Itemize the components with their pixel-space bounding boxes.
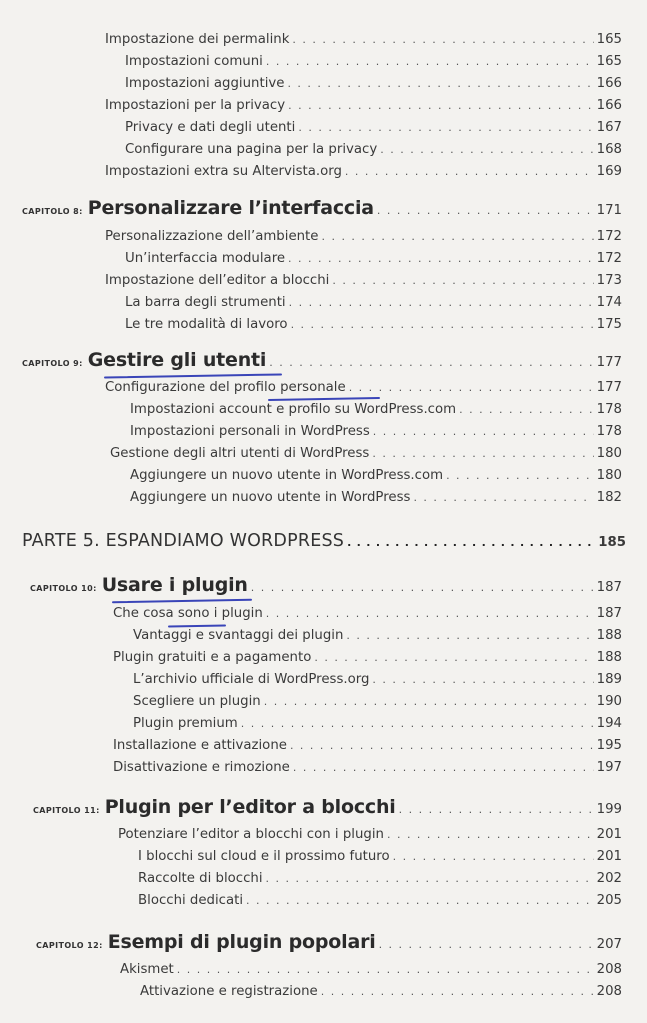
chapter-heading xyxy=(33,796,622,824)
toc-entry xyxy=(138,893,622,915)
toc-entry xyxy=(118,827,622,849)
entry-label: Impostazioni comuni xyxy=(125,54,263,69)
part-heading xyxy=(22,531,626,557)
part-title: PARTE 5. ESPANDIAMO WORDPRESS xyxy=(22,531,345,551)
toc-entry xyxy=(125,317,622,339)
chapter-page: 207 xyxy=(596,937,622,952)
entry-page: 194 xyxy=(596,716,622,731)
chapter-title: Personalizzare l’interfaccia xyxy=(87,197,374,219)
entry-page: 167 xyxy=(596,120,622,135)
entry-label: Impostazioni aggiuntive xyxy=(125,76,285,91)
entry-page: 189 xyxy=(596,672,622,687)
entry-page: 208 xyxy=(596,962,622,977)
dot-leader xyxy=(291,318,594,331)
entry-label: Privacy e dati degli utenti xyxy=(125,120,296,135)
entry-page: 208 xyxy=(596,984,622,999)
chapter-heading xyxy=(30,574,622,602)
toc-entry xyxy=(125,76,622,98)
entry-label: Plugin gratuiti e a pagamento xyxy=(113,650,312,665)
toc-entry xyxy=(133,716,622,738)
entry-page: 177 xyxy=(596,380,622,395)
toc-entry xyxy=(125,142,622,164)
dot-leader xyxy=(266,607,594,620)
toc-entry xyxy=(138,849,622,871)
dot-leader xyxy=(349,381,594,394)
entry-page: 172 xyxy=(596,251,622,266)
toc-entry xyxy=(125,120,622,142)
toc-entry xyxy=(130,402,622,424)
entry-page: 202 xyxy=(596,871,622,886)
toc-entry xyxy=(140,984,622,1006)
dot-leader xyxy=(314,651,593,664)
dot-leader xyxy=(289,296,594,309)
entry-page: 188 xyxy=(596,628,622,643)
entry-label: Installazione e attivazione xyxy=(113,738,287,753)
chapter-title: Gestire gli utenti xyxy=(87,349,267,371)
toc-entry xyxy=(138,871,622,893)
entry-label: Gestione degli altri utenti di WordPress xyxy=(110,446,370,461)
entry-label: Impostazioni personali in WordPress xyxy=(130,424,370,439)
toc-entry xyxy=(105,32,622,54)
toc-entry xyxy=(133,628,622,650)
chapter-number: CAPITOLO 11: xyxy=(33,806,100,815)
chapter-heading xyxy=(22,349,622,377)
entry-page: 165 xyxy=(596,54,622,69)
toc-entry xyxy=(133,672,622,694)
dot-leader xyxy=(332,274,593,287)
entry-page: 201 xyxy=(596,827,622,842)
entry-label: Raccolte di blocchi xyxy=(138,871,263,886)
entry-page: 178 xyxy=(596,402,622,417)
entry-label: Le tre modalità di lavoro xyxy=(125,317,288,332)
entry-page: 166 xyxy=(596,76,622,91)
dot-leader xyxy=(298,121,593,134)
toc-entry xyxy=(130,424,622,446)
toc-entry xyxy=(113,738,622,760)
chapter-page: 171 xyxy=(596,203,622,218)
chapter-title: Plugin per l’editor a blocchi xyxy=(104,796,396,818)
dot-leader xyxy=(446,469,594,482)
toc-entry xyxy=(105,98,622,120)
entry-page: 190 xyxy=(596,694,622,709)
dot-leader xyxy=(380,143,593,156)
dot-leader xyxy=(177,963,594,976)
entry-page: 188 xyxy=(596,650,622,665)
chapter-page: 177 xyxy=(596,355,622,370)
entry-page: 201 xyxy=(596,849,622,864)
entry-label: Vantaggi e svantaggi dei plugin xyxy=(133,628,344,643)
entry-label: Blocchi dedicati xyxy=(138,893,244,908)
entry-label: Configurazione del profilo personale xyxy=(105,380,346,395)
chapter-page: 199 xyxy=(596,802,622,817)
toc-entry xyxy=(105,273,622,295)
toc-entry xyxy=(110,446,622,468)
entry-page: 166 xyxy=(596,98,622,113)
entry-page: 172 xyxy=(596,229,622,244)
dot-leader xyxy=(321,230,593,243)
part-page: 185 xyxy=(598,535,626,550)
entry-page: 205 xyxy=(596,893,622,908)
entry-label: Aggiungere un nuovo utente in WordPress.com xyxy=(130,468,444,483)
entry-page: 180 xyxy=(596,446,622,461)
dot-leader xyxy=(321,985,594,998)
entry-page: 187 xyxy=(596,606,622,621)
entry-label: Impostazioni extra su Altervista.org xyxy=(105,164,342,179)
toc-entry xyxy=(130,468,622,490)
dot-leader xyxy=(251,581,594,594)
entry-label: La barra degli strumenti xyxy=(125,295,286,310)
toc-entry xyxy=(120,962,622,984)
toc-entry xyxy=(125,54,622,76)
entry-label: Che cosa sono i plugin xyxy=(113,606,263,621)
dot-leader xyxy=(264,695,594,708)
entry-label: Potenziare l’editor a blocchi con i plugin xyxy=(118,827,384,842)
dot-leader xyxy=(290,739,594,752)
dot-leader xyxy=(293,761,594,774)
toc-entry xyxy=(125,251,622,273)
entry-label: I blocchi sul cloud e il prossimo futuro xyxy=(138,849,390,864)
entry-label: Disattivazione e rimozione xyxy=(113,760,290,775)
entry-page: 197 xyxy=(596,760,622,775)
entry-label: Impostazione dell’editor a blocchi xyxy=(105,273,330,288)
dot-leader xyxy=(372,673,593,686)
entry-page: 195 xyxy=(596,738,622,753)
entry-page: 178 xyxy=(596,424,622,439)
dot-leader xyxy=(346,629,593,642)
entry-label: L’archivio ufficiale di WordPress.org xyxy=(133,672,370,687)
chapter-title: Usare i plugin xyxy=(101,574,248,596)
dot-leader xyxy=(345,165,594,178)
entry-label: Impostazioni per la privacy xyxy=(105,98,286,113)
entry-label: Personalizzazione dell’ambiente xyxy=(105,229,319,244)
entry-page: 175 xyxy=(596,317,622,332)
toc-entry xyxy=(113,760,622,782)
entry-label: Impostazioni account e profilo su WordPress.com xyxy=(130,402,457,417)
dot-leader xyxy=(373,425,594,438)
chapter-heading xyxy=(36,931,622,959)
entry-label: Akismet xyxy=(120,962,174,977)
chapter-page: 187 xyxy=(596,580,622,595)
chapter-title: Esempi di plugin popolari xyxy=(107,931,376,953)
entry-label: Scegliere un plugin xyxy=(133,694,261,709)
entry-label: Plugin premium xyxy=(133,716,238,731)
dot-leader xyxy=(393,850,594,863)
dot-leader xyxy=(269,356,593,369)
entry-page: 165 xyxy=(596,32,622,47)
chapter-number: CAPITOLO 9: xyxy=(22,359,83,368)
entry-label: Attivazione e registrazione xyxy=(140,984,318,999)
dot-leader xyxy=(288,252,594,265)
entry-page: 169 xyxy=(596,164,622,179)
entry-page: 173 xyxy=(596,273,622,288)
entry-page: 174 xyxy=(596,295,622,310)
entry-page: 168 xyxy=(596,142,622,157)
chapter-number: CAPITOLO 12: xyxy=(36,941,103,950)
toc-entry xyxy=(105,164,622,186)
toc-entry xyxy=(113,650,622,672)
toc-entry xyxy=(133,694,622,716)
dot-leader xyxy=(379,938,594,951)
dot-leader xyxy=(288,99,594,112)
dot-leader xyxy=(292,33,593,46)
dot-leader xyxy=(246,894,594,907)
dot-leader xyxy=(266,55,594,68)
toc-entry xyxy=(130,490,622,512)
dot-leader xyxy=(347,536,595,549)
entry-page: 180 xyxy=(596,468,622,483)
dot-leader xyxy=(387,828,594,841)
entry-label: Aggiungere un nuovo utente in WordPress xyxy=(130,490,411,505)
dot-leader xyxy=(287,77,593,90)
entry-page: 182 xyxy=(596,490,622,505)
dot-leader xyxy=(372,447,593,460)
entry-label: Un’interfaccia modulare xyxy=(125,251,286,266)
dot-leader xyxy=(413,491,593,504)
dot-leader xyxy=(399,803,594,816)
toc-entry xyxy=(105,229,622,251)
toc-entry xyxy=(125,295,622,317)
dot-leader xyxy=(266,872,594,885)
entry-label: Impostazione dei permalink xyxy=(105,32,290,47)
dot-leader xyxy=(377,204,594,217)
chapter-number: CAPITOLO 8: xyxy=(22,207,83,216)
chapter-heading xyxy=(22,197,622,225)
dot-leader xyxy=(459,403,594,416)
chapter-number: CAPITOLO 10: xyxy=(30,584,97,593)
dot-leader xyxy=(241,717,594,730)
entry-label: Configurare una pagina per la privacy xyxy=(125,142,378,157)
